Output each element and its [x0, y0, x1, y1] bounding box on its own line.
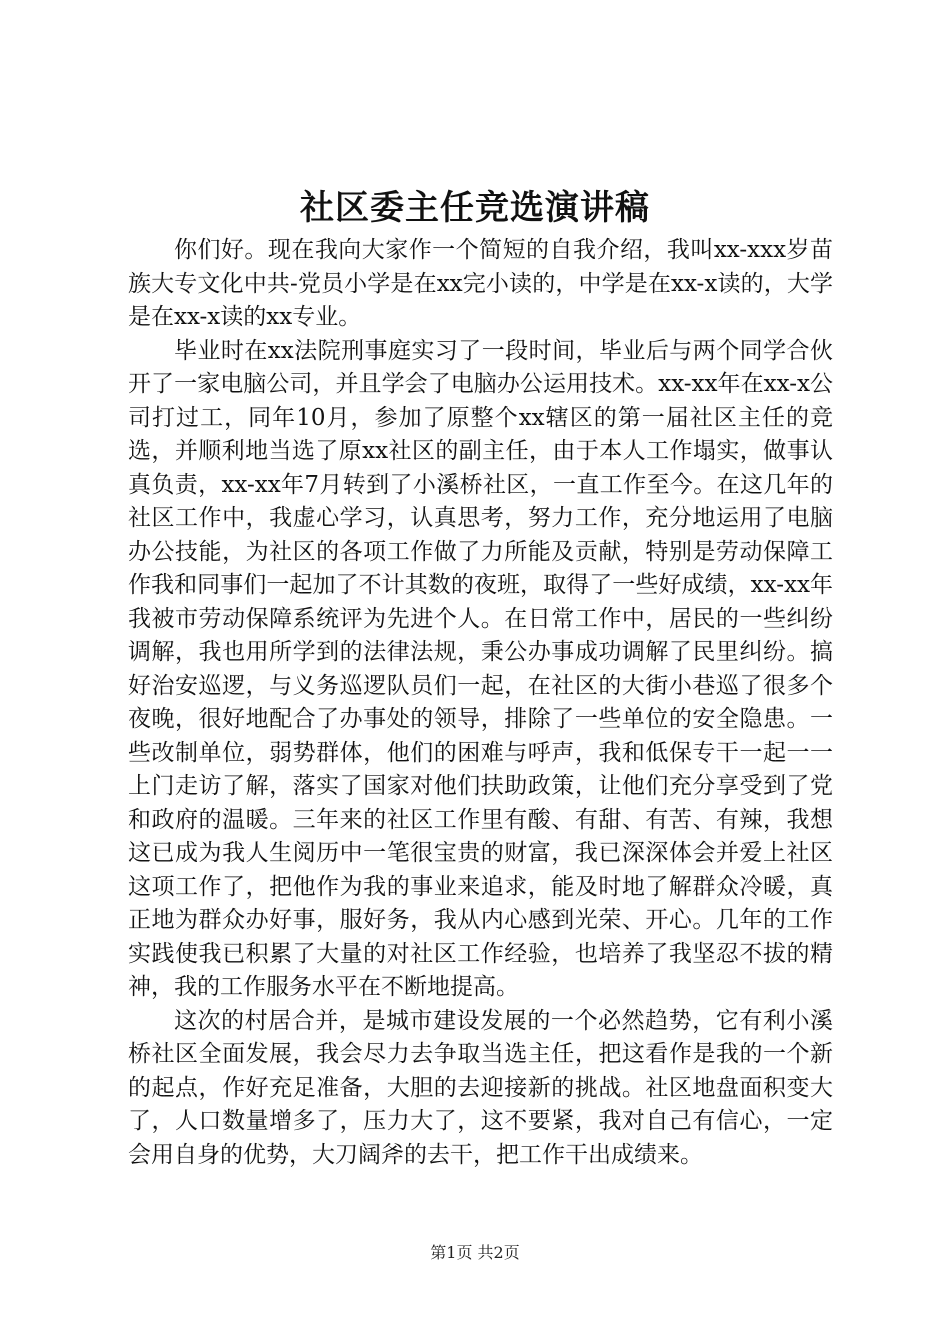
paragraph-intro: 你们好。现在我向大家作一个简短的自我介绍，我叫xx-xxx岁苗族大专文化中共-党员小学是在xx完小读的，中学是在xx-x读的，大学是在xx-x读的xx专业。: [128, 237, 833, 330]
page-number-footer: 第1页 共2页: [430, 1243, 520, 1262]
document-body: [128, 234, 833, 1172]
paragraph-conclusion: 这次的村居合并，是城市建设发展的一个必然趋势，它有利小溪桥社区全面发展，我会尽力去争取当选主任，把这看作是我的一个新的起点，作好充足准备，大胆的去迎接新的挑战。社区地盘面积变大了，人口数量增多了，压力大了，这不要紧，我对自己有信心，一定会用自身的优势，大刀阔斧的去干，把工作干出成绩来。: [128, 1007, 833, 1168]
paragraph-experience: 毕业时在xx法院刑事庭实习了一段时间，毕业后与两个同学合伙开了一家电脑公司，并且学会了电脑办公运用技术。xx-xx年在xx-x公司打过工，同年10月，参加了原整个xx辖区的第一届社区主任的竞选，并顺利地当选了原xx社区的副主任，由于本人工作塌实，做事认真负责，xx-xx年7月转到了小溪桥社区，一直工作至今。在这几年的社区工作中，我虚心学习，认真思考，努力工作，充分地运用了电脑办公技能，为社区的各项工作做了力所能及贡献，特别是劳动保障工作我和同事们一起加了不计其数的夜班，取得了一些好成绩，xx-xx年我被市劳动保障系统评为先进个人。在日常工作中，居民的一些纠纷调解，我也用所学到的法律法规，秉公办事成功调解了民里纠纷。搞好治安巡逻，与义务巡逻队员们一起，在社区的大街小巷巡了很多个夜晚，很好地配合了办事处的领导，排除了一些单位的安全隐患。一些改制单位，弱势群体，他们的困难与呼声，我和低保专干一起一一上门走访了解，落实了国家对他们扶助政策，让他们充分享受到了党和政府的温暖。三年来的社区工作里有酸、有甜、有苦、有辣，我想这已成为我人生阅历中一笔很宝贵的财富，我已深深体会并爱上社区这项工作了，把他作为我的事业来追求，能及时地了解群众冷暖，真正地为群众办好事，服好务，我从内心感到光荣、开心。几年的工作实践使我已积累了大量的对社区工作经验，也培养了我坚忍不拔的精神，我的工作服务水平在不断地提高。: [128, 337, 833, 1000]
document-title: 社区委主任竞选演讲稿: [300, 188, 650, 228]
